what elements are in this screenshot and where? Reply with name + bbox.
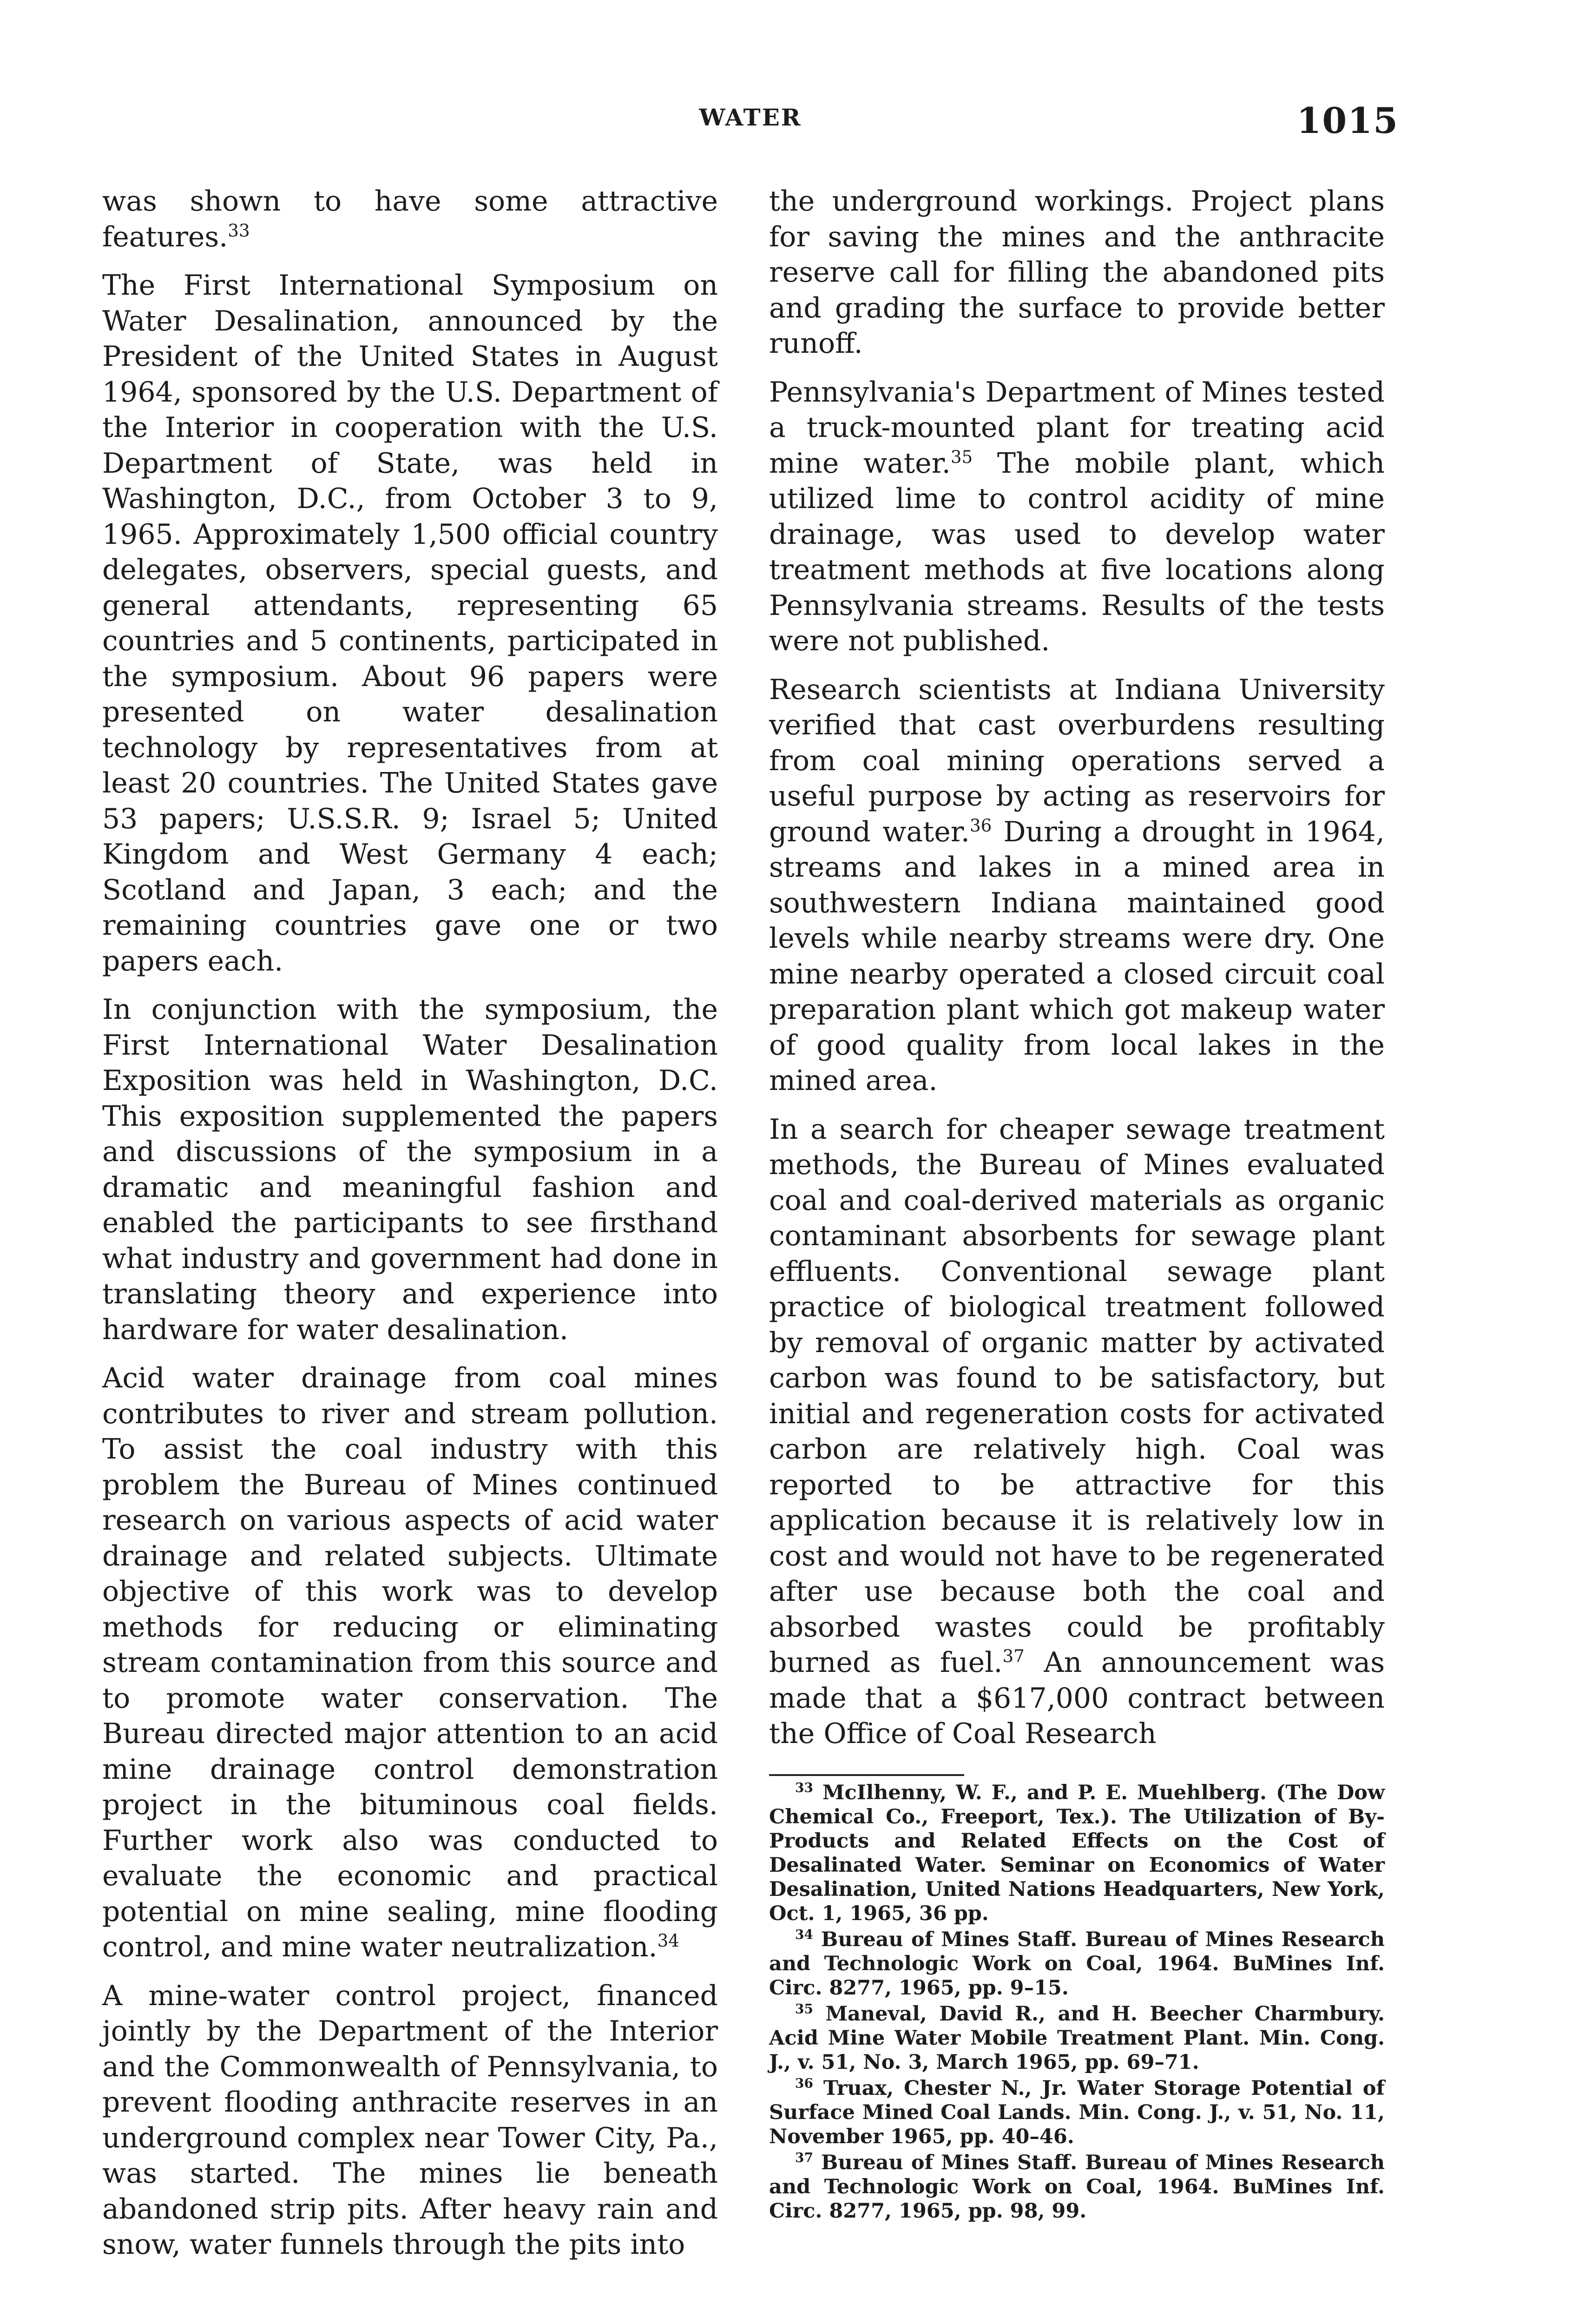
left-column (102, 184, 718, 2276)
footnote-ref: 37 (1002, 1646, 1025, 1666)
footnote: $^{33}$ McIlhenny, W. F., and P. E. Muehlberg. (The Dow Chemical Co., Freeport, Tex.). The Utilization of By-Products and Related Effects on the Cost of Desalinated Water. Seminar on Economics of Water Desalination, United Nations Headquarters, New York, Oct. 1, 1965, 36 pp. (769, 1780, 1385, 1925)
footnotes (769, 1781, 1385, 2223)
paragraph: Pennsylvania's Department of Mines tested a truck-mounted plant for treating acid mine water.$^{35}$ The mobile plant, which utilized lime to control acidity of mine drainage, was used to develop water treatment methods at five locations along Pennsylvania streams. Results of the tests were not published. (769, 376, 1385, 657)
footnote-number: 37 (795, 2150, 813, 2166)
paragraph: Research scientists at Indiana University verified that cast overburdens resulting from coal mining operations served a useful purpose by acting as reservoirs for ground water.$^{36}$ During a drought in 1964, streams and lakes in a mined area in southwestern Indiana maintained good levels while nearby streams were dry. One mine nearby operated a closed circuit coal preparation plant which got makeup water of good quality from local lakes in the mined area. (769, 673, 1385, 1097)
paragraph: In a search for cheaper sewage treatment methods, the Bureau of Mines evaluated coal and coal-derived materials as organic contaminant absorbents for sewage plant effluents. Conventional sewage plant practice of biological treatment followed by removal of organic matter by activated carbon was found to be satisfactory, but initial and regeneration costs for activated carbon are relatively high. Coal was reported to be attractive for this application because it is relatively low in cost and would not have to be regenerated after use because both the coal and absorbed wastes could be profitably burned as fuel.$^{37}$ An announcement was made that a $617,000 contract between the Office of Coal Research (769, 1113, 1385, 1750)
footnote-ref: 34 (657, 1930, 679, 1951)
footnote-ref: 36 (969, 815, 992, 836)
footnote-ref: 35 (950, 446, 973, 467)
footnote-number: 34 (795, 1927, 813, 1942)
footnote: $^{35}$ Maneval, David R., and H. Beecher Charmbury. Acid Mine Water Mobile Treatment Plant. Min. Cong. J., v. 51, No. 3, March 1965, pp. 69–71. (769, 2001, 1385, 2074)
footnote-number: 36 (795, 2075, 813, 2091)
footnote-divider (769, 1774, 964, 1776)
paragraph: In conjunction with the symposium, the First International Water Desalination Exposition was held in Washington, D.C. This exposition supplemented the papers and discussions of the symposium in a dramatic and meaningful fashion and enabled the participants to see firsthand what industry and government had done in translating theory and experience into hardware for water desalination. (102, 993, 718, 1346)
footnote-number: 35 (795, 2001, 813, 2017)
footnote-ref: 33 (228, 220, 250, 241)
page-header (102, 100, 1399, 151)
footnote-number: 33 (795, 1780, 813, 1796)
paragraph: The First International Symposium on Water Desalination, announced by the President of the United States in August 1964, sponsored by the U.S. Department of the Interior in cooperation with the U.S. Department of State, was held in Washington, D.C., from October 3 to 9, 1965. Approximately 1,500 official country delegates, observers, special guests, and general attendants, representing 65 countries and 5 continents, participated in the symposium. About 96 papers were presented on water desalination technology by representatives from at least 20 countries. The United States gave 53 papers; U.S.S.R. 9; Israel 5; United Kingdom and West Germany 4 each; Scotland and Japan, 3 each; and the remaining countries gave one or two papers each. (102, 269, 718, 977)
page-number: 1015 (1296, 100, 1399, 141)
paragraph: the underground workings. Project plans for saving the mines and the anthracite reserve call for filling the abandoned pits and grading the surface to provide better runoff. (769, 185, 1385, 360)
footnote: $^{36}$ Truax, Chester N., Jr. Water Storage Potential of Surface Mined Coal Lands. Min. Cong. J., v. 51, No. 11, November 1965, pp. 40–46. (769, 2075, 1385, 2148)
paragraph: Acid water drainage from coal mines contributes to river and stream pollution. To assist the coal industry with this problem the Bureau of Mines continued research on various aspects of acid water drainage and related subjects. Ultimate objective of this work was to develop methods for reducing or eliminating stream contamination from this source and to promote water conservation. The Bureau directed major attention to an acid mine drainage control demonstration project in the bituminous coal fields. Further work also was conducted to evaluate the economic and practical potential on mine sealing, mine flooding control, and mine water neutralization.$^{34}$ (102, 1362, 718, 1963)
paragraph: A mine-water control project, financed jointly by the Department of the Interior and the Commonwealth of Pennsylvania, to prevent flooding anthracite reserves in an underground complex near Tower City, Pa., was started. The mines lie beneath abandoned strip pits. After heavy rain and snow, water funnels through the pits into (102, 1979, 718, 2261)
right-column (769, 184, 1385, 2225)
footnote: $^{37}$ Bureau of Mines Staff. Bureau of Mines Research and Technologic Work on Coal, 1964. BuMines Inf. Circ. 8277, 1965, pp. 98, 99. (769, 2150, 1385, 2223)
paragraph: was shown to have some attractive features.$^{33}$ (102, 185, 718, 253)
footnote: $^{34}$ Bureau of Mines Staff. Bureau of Mines Research and Technologic Work on Coal, 1964. BuMines Inf. Circ. 8277, 1965, pp. 9–15. (769, 1927, 1385, 2000)
running-title: WATER (699, 104, 802, 131)
